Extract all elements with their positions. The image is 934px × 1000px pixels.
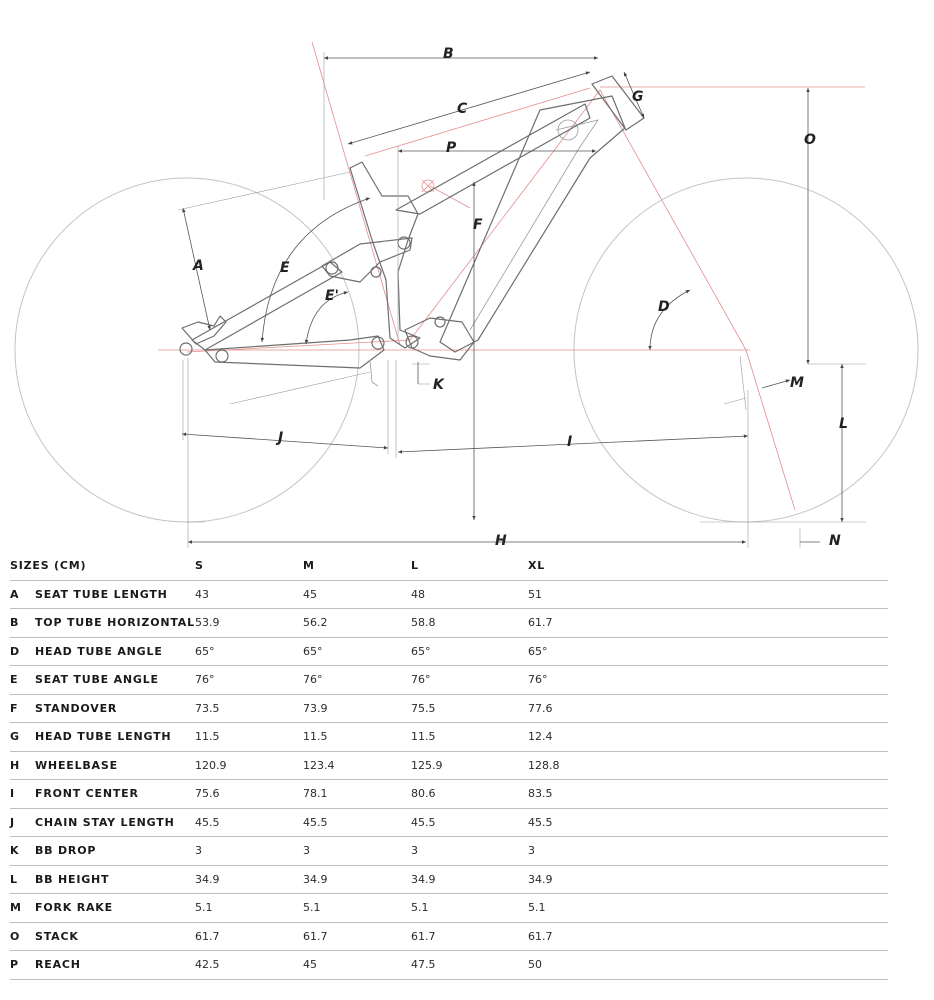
table-row: [10, 637, 888, 666]
dim-label-c: C: [457, 101, 468, 117]
table-row: [10, 694, 888, 723]
value-xl: 50: [528, 951, 888, 980]
value-s: 65°: [195, 637, 303, 666]
value-l: 58.8: [411, 609, 528, 638]
value-m: 73.9: [303, 694, 411, 723]
dim-label-k: K: [433, 377, 444, 393]
table-row: [10, 922, 888, 951]
dimension-letters: [192, 46, 848, 549]
value-l: 11.5: [411, 723, 528, 752]
value-l: 47.5: [411, 951, 528, 980]
value-xl: 34.9: [528, 865, 888, 894]
measurement-name: BB DROP: [35, 837, 195, 866]
table-row: [10, 837, 888, 866]
measurement-name: FRONT CENTER: [35, 780, 195, 809]
measurement-name: HEAD TUBE LENGTH: [35, 723, 195, 752]
table-row: [10, 666, 888, 695]
value-s: 5.1: [195, 894, 303, 923]
dimension-lines: [178, 52, 866, 548]
measurement-name: WHEELBASE: [35, 751, 195, 780]
measurement-name: SEAT TUBE ANGLE: [35, 666, 195, 695]
value-s: 3: [195, 837, 303, 866]
dim-line-c: [348, 72, 590, 144]
value-xl: 5.1: [528, 894, 888, 923]
measurement-name: REACH: [35, 951, 195, 980]
table-row: [10, 609, 888, 638]
measurement-code: F: [10, 694, 35, 723]
value-s: 120.9: [195, 751, 303, 780]
value-m: 45.5: [303, 808, 411, 837]
geometry-table: [10, 552, 888, 980]
value-m: 61.7: [303, 922, 411, 951]
value-xl: 61.7: [528, 922, 888, 951]
value-xl: 76°: [528, 666, 888, 695]
measurement-name: HEAD TUBE ANGLE: [35, 637, 195, 666]
table-row: [10, 580, 888, 609]
value-s: 43: [195, 580, 303, 609]
value-xl: 51: [528, 580, 888, 609]
table-row: [10, 751, 888, 780]
dim-line-i: [398, 436, 748, 452]
dim-label-f: F: [473, 217, 483, 233]
value-m: 123.4: [303, 751, 411, 780]
value-m: 34.9: [303, 865, 411, 894]
value-s: 61.7: [195, 922, 303, 951]
value-s: 45.5: [195, 808, 303, 837]
sizes-header: SIZES (CM): [10, 559, 87, 573]
dim-label-l: L: [839, 416, 848, 432]
value-xl: 3: [528, 837, 888, 866]
geometry-table-body: [10, 580, 888, 979]
measurement-code: M: [10, 894, 35, 923]
value-l: 80.6: [411, 780, 528, 809]
table-row: [10, 723, 888, 752]
value-xl: 83.5: [528, 780, 888, 809]
size-header-m: M: [303, 559, 315, 573]
measurement-name: TOP TUBE HORIZONTAL: [35, 609, 195, 638]
dim-label-o: O: [804, 132, 816, 148]
measurement-code: A: [10, 580, 35, 609]
value-s: 53.9: [195, 609, 303, 638]
measurement-code: G: [10, 723, 35, 752]
value-m: 65°: [303, 637, 411, 666]
value-m: 56.2: [303, 609, 411, 638]
value-m: 78.1: [303, 780, 411, 809]
table-header-row: [10, 552, 888, 580]
measurement-name: FORK RAKE: [35, 894, 195, 923]
value-m: 5.1: [303, 894, 411, 923]
value-m: 45: [303, 951, 411, 980]
measurement-code: D: [10, 637, 35, 666]
value-l: 45.5: [411, 808, 528, 837]
value-xl: 61.7: [528, 609, 888, 638]
value-l: 65°: [411, 637, 528, 666]
dim-line-j: [182, 434, 388, 448]
measurement-code: I: [10, 780, 35, 809]
dim-label-n: N: [829, 533, 841, 549]
table-row: [10, 808, 888, 837]
value-m: 3: [303, 837, 411, 866]
dim-arc-d: [650, 290, 690, 350]
measurement-code: P: [10, 951, 35, 980]
dim-label-m: M: [790, 375, 804, 391]
measurement-name: BB HEIGHT: [35, 865, 195, 894]
measurement-name: CHAIN STAY LENGTH: [35, 808, 195, 837]
value-l: 125.9: [411, 751, 528, 780]
measurement-code: E: [10, 666, 35, 695]
value-xl: 65°: [528, 637, 888, 666]
value-l: 5.1: [411, 894, 528, 923]
value-s: 42.5: [195, 951, 303, 980]
table-row: [10, 894, 888, 923]
value-l: 3: [411, 837, 528, 866]
dim-label-g: G: [632, 89, 644, 105]
measurement-code: J: [10, 808, 35, 837]
dim-label-h: H: [495, 533, 507, 549]
dim-label-p: P: [446, 140, 457, 156]
measurement-code: B: [10, 609, 35, 638]
dim-label-d: D: [658, 299, 670, 315]
value-l: 75.5: [411, 694, 528, 723]
value-xl: 12.4: [528, 723, 888, 752]
size-header-xl: XL: [528, 559, 546, 573]
value-m: 76°: [303, 666, 411, 695]
value-xl: 77.6: [528, 694, 888, 723]
value-m: 45: [303, 580, 411, 609]
value-s: 73.5: [195, 694, 303, 723]
measurement-code: H: [10, 751, 35, 780]
measurement-name: STANDOVER: [35, 694, 195, 723]
measurement-code: K: [10, 837, 35, 866]
table-row: [10, 865, 888, 894]
value-xl: 45.5: [528, 808, 888, 837]
dim-label-a: A: [193, 258, 204, 274]
dim-label-e-prime: E': [325, 288, 339, 304]
dim-label-i: I: [567, 434, 573, 450]
size-header-l: L: [411, 559, 419, 573]
size-header-s: S: [195, 559, 204, 573]
value-l: 48: [411, 580, 528, 609]
measurement-name: STACK: [35, 922, 195, 951]
dim-label-e: E: [280, 260, 290, 276]
value-s: 76°: [195, 666, 303, 695]
dim-label-b: B: [443, 46, 454, 62]
value-s: 11.5: [195, 723, 303, 752]
value-l: 76°: [411, 666, 528, 695]
value-m: 11.5: [303, 723, 411, 752]
value-s: 75.6: [195, 780, 303, 809]
table-row: [10, 780, 888, 809]
value-l: 34.9: [411, 865, 528, 894]
measurement-code: O: [10, 922, 35, 951]
dim-label-j: J: [278, 430, 284, 446]
value-s: 34.9: [195, 865, 303, 894]
value-l: 61.7: [411, 922, 528, 951]
table-row: [10, 951, 888, 980]
measurement-name: SEAT TUBE LENGTH: [35, 580, 195, 609]
measurement-code: L: [10, 865, 35, 894]
value-xl: 128.8: [528, 751, 888, 780]
dim-line-m: [762, 380, 790, 388]
